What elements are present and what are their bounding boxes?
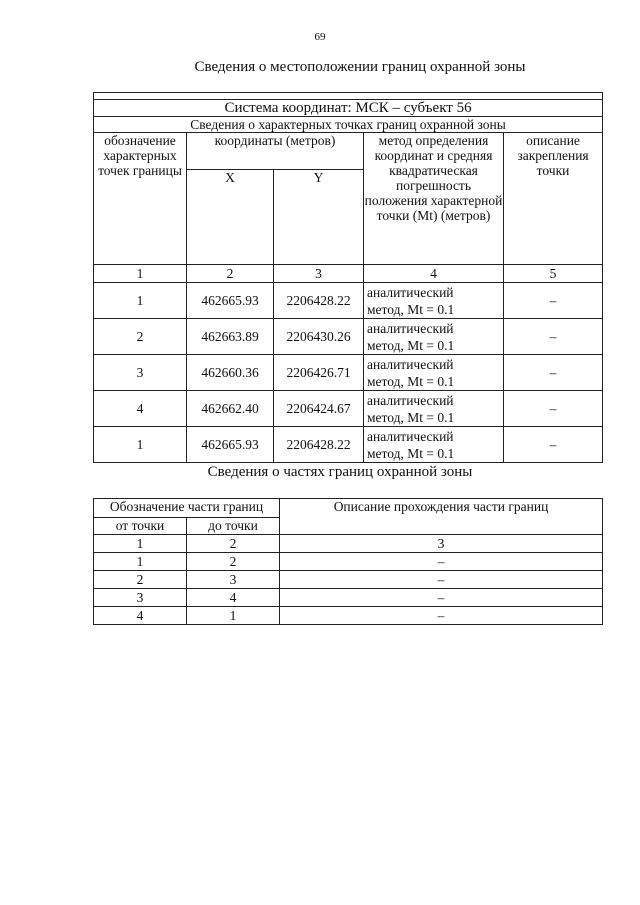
table-row [94,283,603,319]
x-cell: 462660.36 [187,355,274,391]
point-cell: 3 [94,355,187,391]
col-number: 5 [504,265,603,283]
title-location: Сведения о местоположении границ охранной зоны [194,59,526,75]
col-part-header: Обозначение части границ [94,499,280,518]
x-cell: 462662.40 [187,391,274,427]
y-cell: 2206428.22 [274,427,364,463]
method-cell [364,391,504,427]
table-row [94,391,603,427]
method-cell [364,427,504,463]
table-row [94,427,603,463]
col-number: 4 [364,265,504,283]
table-row [94,553,603,571]
boundary-parts-table [93,498,603,625]
from-cell: 3 [94,589,187,607]
method-line: метод, Mt = 0.1 [367,337,455,353]
column-numbers-row [94,535,603,553]
to-cell: 3 [187,571,280,589]
desc-cell: – [504,427,603,463]
desc-cell: – [504,283,603,319]
col-point-header: обозначение характерных точек границы [94,133,187,265]
x-cell: 462663.89 [187,319,274,355]
point-cell: 2 [94,319,187,355]
col-y-header: Y [274,170,364,265]
method-line: метод, Mt = 0.1 [367,445,455,461]
method-cell [364,319,504,355]
method-line: аналитический [367,428,454,444]
col-part-desc-header: Описание прохождения части границ [280,499,603,535]
col-number: 1 [94,535,187,553]
point-cell: 1 [94,283,187,319]
col-coords-header: координаты (метров) [187,133,364,170]
table-row [94,589,603,607]
page-number: 69 [314,31,326,43]
table-row [94,571,603,589]
col-number: 3 [280,535,603,553]
y-cell: 2206430.26 [274,319,364,355]
desc-cell: – [504,355,603,391]
desc-cell: – [504,391,603,427]
x-cell: 462665.93 [187,427,274,463]
col-x-header: X [187,170,274,265]
col-method-header: метод определения координат и средняя квадратическая погрешность положения характерной точки (Mt) (метров) [364,133,504,265]
method-line: аналитический [367,284,454,300]
column-numbers-row [94,265,603,283]
coordinate-system-cell [94,100,603,117]
col-number: 2 [187,265,274,283]
from-cell: 2 [94,571,187,589]
desc-cell: – [504,319,603,355]
table-row [94,355,603,391]
col-desc-header: описание закрепления точки [504,133,603,265]
method-cell [364,355,504,391]
y-cell: 2206424.67 [274,391,364,427]
point-cell: 4 [94,391,187,427]
to-cell: 1 [187,607,280,625]
boundary-points-info: Сведения о характерных точках границ охранной зоны [94,117,603,133]
title-parts: Сведения о частях границ охранной зоны [207,464,473,480]
x-cell: 462665.93 [187,283,274,319]
from-cell: 4 [94,607,187,625]
part-desc-cell: – [280,553,603,571]
coordinate-system: Система координат: МСК – субъект 56 [224,100,472,116]
col-number: 1 [94,265,187,283]
col-from-header: от точки [94,518,187,535]
from-cell: 1 [94,553,187,571]
method-line: метод, Mt = 0.1 [367,301,455,317]
method-line: аналитический [367,356,454,372]
part-desc-cell: – [280,571,603,589]
method-line: метод, Mt = 0.1 [367,409,455,425]
coordinates-table [93,92,603,463]
y-cell: 2206428.22 [274,283,364,319]
method-line: аналитический [367,320,454,336]
method-cell [364,283,504,319]
part-desc-cell: – [280,607,603,625]
y-cell: 2206426.71 [274,355,364,391]
table-row [94,607,603,625]
col-number: 3 [274,265,364,283]
to-cell: 2 [187,553,280,571]
method-line: аналитический [367,392,454,408]
col-number: 2 [187,535,280,553]
part-desc-cell: – [280,589,603,607]
point-cell: 1 [94,427,187,463]
method-line: метод, Mt = 0.1 [367,373,455,389]
to-cell: 4 [187,589,280,607]
table-top-spacer [94,93,603,100]
col-to-header: до точки [187,518,280,535]
table-row [94,319,603,355]
